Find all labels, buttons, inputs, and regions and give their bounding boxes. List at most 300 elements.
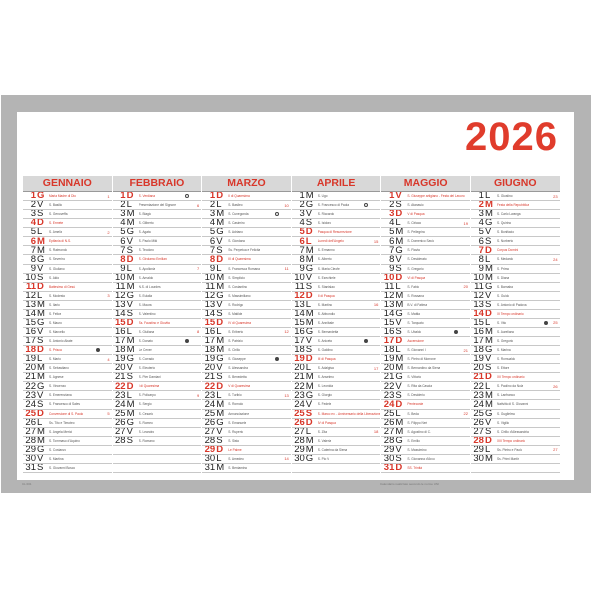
saint-name: S. Giuliana xyxy=(138,329,155,334)
day-number: 25 xyxy=(115,409,126,419)
week-number: 25 xyxy=(553,320,558,326)
saint-name: S. Basilio xyxy=(49,203,63,208)
day-row xyxy=(23,246,112,255)
day-number: 21 xyxy=(383,373,395,383)
day-number: 16 xyxy=(294,327,305,337)
saint-name: S. Ezechiele xyxy=(317,275,336,280)
weekday-letter: V xyxy=(484,355,492,365)
weekday-letter: M xyxy=(37,427,45,437)
day-number: 21 xyxy=(115,373,126,383)
weekday-letter: G xyxy=(216,355,224,365)
saint-name: S. Vito xyxy=(496,320,507,325)
weekday-letter: D xyxy=(305,418,313,428)
weekday-letter: M xyxy=(484,454,493,464)
day-number: 26 xyxy=(294,418,305,428)
day-row xyxy=(113,292,202,301)
saint-name: S. Cirillo d'Alessandria xyxy=(496,429,529,434)
saint-name: N.S. di Lourdes xyxy=(138,284,161,289)
weekday-letter: V xyxy=(484,418,492,428)
day-row xyxy=(292,373,381,382)
weekday-letter: M xyxy=(305,309,314,319)
saint-name: IV di Pasqua xyxy=(317,420,336,425)
weekday-letter: M xyxy=(216,400,225,410)
saint-name: S. Vittorio xyxy=(407,375,422,380)
day-number: 18 xyxy=(294,346,305,356)
weekday-letter: V xyxy=(216,237,223,247)
weekday-letter: G xyxy=(484,409,493,419)
saint-name: S. Prisca xyxy=(49,348,62,353)
day-number: 2 xyxy=(209,201,216,211)
saint-name: S. Agnese xyxy=(49,375,64,380)
weekday-letter: V xyxy=(395,382,402,392)
saint-name: S. Simplicio xyxy=(228,275,245,280)
day-number: 24 xyxy=(294,400,305,410)
day-row xyxy=(23,410,112,419)
saint-name: II di Pasqua xyxy=(317,293,335,298)
weekday-letter: D xyxy=(37,219,44,229)
day-row xyxy=(23,419,112,428)
saint-name: S. Giovanni Bosco xyxy=(49,465,76,470)
weekday-letter: L xyxy=(126,391,132,401)
day-row xyxy=(202,219,291,228)
day-row xyxy=(113,301,202,310)
weekday-letter: D xyxy=(395,463,403,473)
saint-name: S. Guglielmo xyxy=(496,411,516,416)
weekday-letter: G xyxy=(305,454,314,464)
day-row xyxy=(381,219,470,228)
month-header: MARZO xyxy=(202,176,291,192)
day-number: 28 xyxy=(115,436,126,446)
weekday-letter: G xyxy=(484,346,493,356)
day-number: 9 xyxy=(478,264,484,274)
saint-name: S. Rita da Cascia xyxy=(407,384,433,389)
saint-name: S. Lanfranco xyxy=(496,393,516,398)
day-row xyxy=(381,337,470,346)
month-column-aprile xyxy=(292,176,381,473)
weekday-letter: M xyxy=(37,246,45,256)
saint-name: S. Pietro di Morrone xyxy=(407,357,436,362)
day-row xyxy=(292,201,381,210)
weekday-letter: G xyxy=(126,355,134,365)
day-number: 21 xyxy=(25,373,36,383)
weekday-letter: M xyxy=(216,346,225,356)
weekday-letter: G xyxy=(126,228,134,238)
saint-name: S. Verdiana xyxy=(138,194,156,199)
day-row xyxy=(292,428,381,437)
weekday-letter: L xyxy=(126,201,132,211)
day-number: 14 xyxy=(383,309,395,319)
new-moon-icon xyxy=(96,348,100,352)
saint-name: S. Leonida xyxy=(317,384,334,389)
weekday-letter: V xyxy=(37,201,44,211)
weekday-letter: V xyxy=(37,327,44,337)
day-number: 3 xyxy=(209,210,216,220)
saint-name: S. Pio V xyxy=(317,456,330,461)
day-row xyxy=(23,437,112,446)
day-number: 20 xyxy=(473,364,484,374)
saint-name: S. Rossana xyxy=(407,293,424,298)
saint-name: S. Corrado xyxy=(138,357,155,362)
weekday-letter: D xyxy=(395,400,403,410)
weekday-letter: M xyxy=(395,355,404,365)
weekday-letter: D xyxy=(216,445,224,455)
saint-name: S. Martino xyxy=(317,302,333,307)
saint-name: S. Pier Damiani xyxy=(138,375,161,380)
weekday-letter: G xyxy=(484,219,493,229)
day-number: 25 xyxy=(25,409,36,419)
day-row xyxy=(381,419,470,428)
day-number: 10 xyxy=(473,273,484,283)
saint-name: S. Aniceto xyxy=(317,339,333,344)
saint-name: S. Desiderio xyxy=(407,393,425,398)
new-moon-icon xyxy=(454,330,458,334)
day-row xyxy=(202,337,291,346)
saint-name: S. Beda xyxy=(407,411,419,416)
saint-name: S. Zita xyxy=(317,429,327,434)
weekday-letter: V xyxy=(126,300,133,310)
weekday-letter: V xyxy=(216,364,223,374)
weekday-letter: M xyxy=(305,192,314,202)
day-number: 18 xyxy=(383,346,395,356)
month-column-gennaio xyxy=(23,176,112,473)
weekday-letter: M xyxy=(216,273,225,283)
weekday-letter: M xyxy=(305,255,314,265)
weekday-letter: L xyxy=(395,346,401,356)
day-number: 28 xyxy=(473,436,484,446)
weekday-letter: G xyxy=(216,418,224,428)
day-number: 3 xyxy=(30,210,36,220)
day-number: 24 xyxy=(25,400,36,410)
saint-name: Ss. Perpetua e Felicita xyxy=(228,248,261,253)
day-row xyxy=(23,192,112,201)
day-number: 11 xyxy=(294,282,305,292)
day-row xyxy=(202,192,291,201)
weekday-letter: D xyxy=(216,382,224,392)
month-column-giugno xyxy=(471,176,560,473)
day-number: 28 xyxy=(25,436,36,446)
weekday-letter: G xyxy=(37,318,45,328)
weekday-letter: D xyxy=(37,346,44,356)
day-row xyxy=(292,437,381,446)
saint-name: Lunedì dell'Angelo xyxy=(317,239,344,244)
weekday-letter: S xyxy=(216,309,223,319)
weekday-letter: M xyxy=(126,210,135,220)
weekday-letter: L xyxy=(216,201,222,211)
weekday-letter: D xyxy=(37,282,44,292)
day-number: 8 xyxy=(120,255,126,265)
weekday-letter: S xyxy=(395,327,402,337)
day-number: 15 xyxy=(294,318,305,328)
day-row xyxy=(471,346,560,355)
day-number: 31 xyxy=(25,463,36,473)
saint-name: S. Tommaso d'Aquino xyxy=(49,438,80,443)
week-number: 9 xyxy=(196,392,200,398)
weekday-letter: S xyxy=(37,400,44,410)
day-row xyxy=(471,274,560,283)
day-number: 28 xyxy=(204,436,216,446)
weekday-letter: M xyxy=(37,364,45,374)
day-row xyxy=(202,428,291,437)
day-row xyxy=(471,410,560,419)
day-row xyxy=(381,346,470,355)
day-row xyxy=(292,419,381,428)
day-row xyxy=(23,228,112,237)
day-row xyxy=(471,337,560,346)
saint-name: S. Agostino di C. xyxy=(407,429,431,434)
day-number: 15 xyxy=(25,318,36,328)
day-number: 18 xyxy=(204,346,216,356)
day-number: 7 xyxy=(120,246,126,256)
day-row xyxy=(471,391,560,400)
day-number: 18 xyxy=(473,346,484,356)
weekday-letter: D xyxy=(484,436,492,446)
saint-name: S. Bernardetta xyxy=(317,329,339,334)
week-number: 8 xyxy=(196,329,200,335)
day-row xyxy=(381,246,470,255)
saint-name: S. Massimiliano xyxy=(228,293,251,298)
week-number: 5 xyxy=(107,411,110,417)
day-number: 9 xyxy=(209,264,216,274)
day-number: 30 xyxy=(294,454,305,464)
day-row xyxy=(381,410,470,419)
saint-name: S. Mattia xyxy=(407,311,420,316)
weekday-letter: V xyxy=(216,427,223,437)
weekday-letter: D xyxy=(216,192,224,202)
day-number: 7 xyxy=(478,246,484,256)
day-number: 20 xyxy=(25,364,36,374)
full-moon-icon xyxy=(364,203,368,207)
weekday-letter: M xyxy=(395,418,404,428)
saint-name: S. Agata xyxy=(138,230,151,235)
month-header: APRILE xyxy=(292,176,381,192)
day-number: 23 xyxy=(473,391,484,401)
day-row xyxy=(113,228,202,237)
day-number: 4 xyxy=(209,219,216,229)
weekday-letter: S xyxy=(126,373,133,383)
day-row xyxy=(381,373,470,382)
day-number: 26 xyxy=(25,418,36,428)
saint-name: S. Leandro xyxy=(138,429,155,434)
day-number: 10 xyxy=(294,273,305,283)
day-number: 31 xyxy=(204,463,216,473)
weekday-letter: L xyxy=(37,228,43,238)
day-row xyxy=(202,410,291,419)
saint-name: S. Pellegrino xyxy=(407,230,426,235)
day-row xyxy=(23,446,112,455)
weekday-letter: L xyxy=(484,445,491,455)
day-row xyxy=(471,301,560,310)
saint-name: S. Norberto xyxy=(496,239,514,244)
day-number: 23 xyxy=(383,391,395,401)
day-number: 15 xyxy=(473,318,484,328)
saint-name: S. Matilde xyxy=(228,311,243,316)
weekday-letter: M xyxy=(395,364,404,374)
weekday-letter: V xyxy=(305,210,313,220)
day-row xyxy=(471,455,560,464)
weekday-letter: M xyxy=(484,400,493,410)
day-number: 14 xyxy=(294,309,305,319)
saint-name: S. Mario xyxy=(49,357,61,362)
saint-name: S. Desiderato xyxy=(407,257,427,262)
saint-name: S. Annibale xyxy=(317,320,334,325)
day-number: 25 xyxy=(473,409,484,419)
day-row xyxy=(292,446,381,455)
day-row xyxy=(113,419,202,428)
day-number: 3 xyxy=(299,210,305,220)
saint-name: S. Teodoro xyxy=(138,248,154,253)
day-number: 3 xyxy=(478,210,484,220)
weekday-letter: D xyxy=(126,255,134,265)
saint-name: S. Atanasio xyxy=(407,203,424,208)
weekday-letter: L xyxy=(484,382,491,392)
day-number: 4 xyxy=(478,219,484,229)
day-row xyxy=(202,346,291,355)
saint-name: Maria Madre di Dio xyxy=(49,194,76,199)
day-row xyxy=(471,201,560,210)
day-row xyxy=(292,346,381,355)
saint-name: S. Martina xyxy=(49,456,64,461)
day-number: 12 xyxy=(294,291,305,301)
saint-name: S. Isidoro xyxy=(317,221,332,226)
saint-name: Pasqua di Resurrezione xyxy=(317,230,352,235)
day-row xyxy=(292,364,381,373)
day-number: 14 xyxy=(473,309,484,319)
saint-name: S. Costantino xyxy=(228,284,248,289)
day-row xyxy=(471,310,560,319)
day-number: 1 xyxy=(389,192,395,202)
day-number: 1 xyxy=(30,192,36,202)
day-number: 5 xyxy=(209,228,216,238)
weekday-letter: L xyxy=(216,454,222,464)
weekday-letter: G xyxy=(395,246,403,256)
weekday-letter: D xyxy=(305,291,313,301)
day-number: 26 xyxy=(204,418,216,428)
day-number: 24 xyxy=(204,400,216,410)
weekday-letter: M xyxy=(216,282,225,292)
saint-name: S. Abbondio xyxy=(317,311,335,316)
weekday-letter: S xyxy=(216,436,223,446)
weekday-letter: S xyxy=(395,264,402,274)
saint-name: IV di Quaresima xyxy=(228,320,252,325)
day-number: 5 xyxy=(478,228,484,238)
saint-name: Corpus Domini xyxy=(496,248,519,253)
weekday-letter: D xyxy=(305,355,313,365)
saint-name: S. Romolo xyxy=(228,402,244,407)
saint-name: S. Adriano xyxy=(228,230,243,235)
weekday-letter: D xyxy=(216,318,224,328)
weekday-letter: M xyxy=(126,282,135,292)
weekday-letter: D xyxy=(484,246,492,256)
day-number: 24 xyxy=(383,400,395,410)
day-number: 15 xyxy=(115,318,126,328)
week-number: 21 xyxy=(463,347,468,353)
month-header: MAGGIO xyxy=(381,176,470,192)
day-row xyxy=(202,400,291,409)
weekday-letter: V xyxy=(126,237,133,247)
day-number: 29 xyxy=(473,445,484,455)
day-row xyxy=(202,319,291,328)
weekday-letter: V xyxy=(126,364,133,374)
saint-name: S. Filippo Neri xyxy=(407,420,428,425)
day-number: 5 xyxy=(389,228,395,238)
week-number: 22 xyxy=(463,411,468,417)
day-number: 6 xyxy=(389,237,395,247)
day-number: 4 xyxy=(299,219,305,229)
day-number: 26 xyxy=(383,418,395,428)
day-number: 16 xyxy=(383,327,395,337)
day-row xyxy=(381,310,470,319)
saint-name: Conversione di S. Paolo xyxy=(49,411,84,416)
weekday-letter: L xyxy=(126,327,132,337)
week-number: 10 xyxy=(284,202,289,208)
saint-name: XI Tempo ordinario xyxy=(496,311,524,316)
saint-name: S. Beniamino xyxy=(228,465,248,470)
day-row xyxy=(471,328,560,337)
day-number: 17 xyxy=(115,337,126,347)
day-row xyxy=(202,246,291,255)
day-row xyxy=(113,373,202,382)
weekday-letter: G xyxy=(395,436,403,446)
weekday-letter: L xyxy=(305,427,312,437)
saint-name: S. Antonio di Padova xyxy=(496,302,527,307)
weekday-letter: M xyxy=(395,300,404,310)
saint-name: S. Caterina da Siena xyxy=(317,447,348,452)
week-number: 4 xyxy=(107,356,110,362)
day-row xyxy=(292,391,381,400)
saint-name: Battesimo di Gesù xyxy=(49,284,76,289)
weekday-letter: M xyxy=(126,337,135,347)
saint-name: S. Giuliano xyxy=(49,266,65,271)
weekday-letter: G xyxy=(305,391,314,401)
day-row xyxy=(23,400,112,409)
day-row xyxy=(471,292,560,301)
week-number: 19 xyxy=(463,220,468,226)
day-row xyxy=(471,400,560,409)
weekday-letter: G xyxy=(395,373,403,383)
day-row xyxy=(292,237,381,246)
day-row xyxy=(113,355,202,364)
day-number: 22 xyxy=(383,382,395,392)
saint-name: I di Quaresima xyxy=(138,384,160,389)
day-row xyxy=(23,283,112,292)
day-number: 2 xyxy=(389,201,395,211)
day-number: 16 xyxy=(115,327,126,337)
weekday-letter: G xyxy=(305,327,314,337)
day-number: 19 xyxy=(473,355,484,365)
weekday-letter: S xyxy=(305,409,313,419)
day-number: 19 xyxy=(115,355,126,365)
day-row xyxy=(23,382,112,391)
day-number: 15 xyxy=(204,318,216,328)
day-row xyxy=(381,292,470,301)
saint-name: S. Sisto xyxy=(228,438,240,443)
weekday-letter: G xyxy=(216,228,224,238)
weekday-letter: M xyxy=(305,318,314,328)
saint-name: S. Giovanna d'Arco xyxy=(407,456,435,461)
day-number: 7 xyxy=(209,246,216,256)
week-number: 11 xyxy=(284,266,289,272)
day-number: 11 xyxy=(205,282,216,292)
saint-name: S. Giuseppe xyxy=(228,357,246,362)
day-row xyxy=(292,410,381,419)
saint-name: S. Riccardo xyxy=(317,212,335,217)
saint-name: Festa della Repubblica xyxy=(496,203,530,208)
day-number: 5 xyxy=(299,228,305,238)
day-number: 11 xyxy=(25,282,36,292)
day-row xyxy=(292,355,381,364)
day-number: 22 xyxy=(294,382,305,392)
saint-name: S. Ubaldo xyxy=(407,329,422,334)
